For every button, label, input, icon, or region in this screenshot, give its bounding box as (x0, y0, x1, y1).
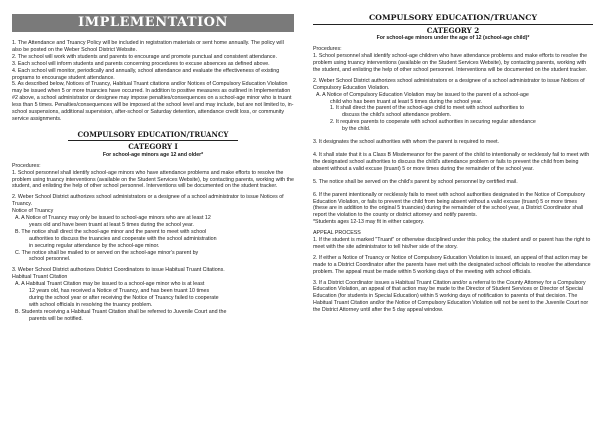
implementation-item-2: 2. The school will work with students and parents to encourage and promote punctual and consistent attendance. (12, 53, 277, 60)
appeal-item-3: 3. If a District Coordinator issues a Habitual Truant Citation and/or a referral to the County Attorney for a Compulsory Education Violation, an appeal of that action may be made to the Director of Student Services or Director of Special Education (for students in Special Education) within 5 working days of notification to parents of that decision. The Habitual Truant Citation and/or the Notice of Compulsory Education Violation will not be sent to the Juvenile Court nor the District Attorney until after the 5 day appeal window. (313, 279, 589, 314)
implementation-item-4: 4. Each school will monitor, periodically and annually, school attendance and evaluate the effectiveness of existing programs to encourage student attendance. (12, 67, 280, 81)
notice-item-b-cont2: in securing regular attendance by the school-age minor. (29, 242, 160, 249)
habitual-item-a-cont: 12 years old, has received a Notice of Truancy, and has been truant 10 times (29, 288, 210, 295)
cat2-item-a-cont: child who has been truant at least 5 times during the school year. (330, 98, 483, 105)
notice-item-c-cont: school personnel. (29, 256, 71, 263)
cat2-procedure-5: 5. The notice shall be served on the child's parent by school personnel by certified mail. (313, 178, 518, 185)
procedures-label-2: Procedures: (313, 46, 342, 53)
category-1-subtitle: For school-age minors age 12 and older* (102, 151, 204, 158)
cat2-item-a2: 2. It requires parents to cooperate with school authorities in securing regular attendance (330, 119, 536, 126)
category-2-title: COMPULSORY EDUCATION/TRUANCY (368, 13, 538, 22)
category-2-subtitle: For school-age minors under the age of 12 (school-age child)* (376, 35, 530, 42)
habitual-item-a: A. A Habitual Truant Citation may be issued to a school-age minor who is at least (15, 281, 205, 288)
students-note: *Students ages 12-13 may fit in either category. (313, 219, 425, 226)
left-column (12, 14, 294, 323)
category-2-label: CATEGORY 2 (426, 25, 480, 35)
habitual-item-a-cont3: with school officials in resolving the truancy problem. (29, 301, 153, 308)
appeal-item-2: 2. If either a Notice of Truancy or Notice of Compulsory Education Violation is issued, an appeal of that action may be made to a District Coordinator after the parents have met with the designated school officials to resolve the attendance problem. The appeal must be made within 5 working days of the meeting with school officials. (313, 254, 591, 275)
habitual-item-a-cont2: during the school year or after receiving the Notice of Truancy failed to cooperate (29, 295, 219, 301)
cat2-procedure-3: 3. It designates the school authorities with whom the parent is required to meet. (313, 139, 500, 146)
notice-item-b-cont: authorities to discuss the truancies and cooperate with the school administration (29, 235, 217, 242)
cat2-item-a2-cont: by the child. (342, 126, 371, 133)
cat2-item-a: A. A Notice of Compulsory Education Violation may be issued to the parent of a school-age (316, 91, 529, 98)
cat2-procedure-6: 6. If the parent intentionally or recklessly fails to meet with school authorities designated in the Notice of Compulsory Education Violation, or fails to prevent the child from being absent without a valid excuse (truant) 5 or more times (these are in addition to the original 5 truancies) during the remainder of the school year, a District Coordinator shall report the violation to the county or district attorney and notify parents. (313, 191, 586, 219)
habitual-item-b-cont: parents will be notified. (29, 315, 83, 322)
cat2-procedure-2: 2. Weber School District authorizes school administrators or a designee of a school administrator to issue Notices of Compulsory Education Violation. (313, 77, 585, 91)
habitual-item-b: B. Students receiving a Habitual Truant Citation shall be referred to Juvenile Court and the (15, 308, 227, 315)
habitual-truant-label: Habitual Truant Citation (12, 274, 68, 281)
cat2-item-a1-cont: discuss the child's school attendance problem. (342, 112, 452, 119)
appeal-item-1: 1. If the student is marked "Truant" or otherwise disciplined under this policy, the student and/ or parent has the right to meet with the site administrator to tell his/her side of the story. (313, 237, 591, 250)
cat2-procedure-1: 1. School personnel shall identify school-age children who have attendance problems and make efforts to resolve the problem using truancy interventions (available on the Student Services Website), by contacting parents, working with the student, and enlisting the help of other school personnel. Interventions will be documented on the student tracker. (313, 53, 588, 73)
procedures-label: Procedures: (12, 162, 41, 169)
appeal-process-label: APPEAL PROCESS (313, 230, 361, 237)
category-1-label: CATEGORY I (128, 142, 178, 152)
notice-item-a: A. A Notice of Truancy may only be issued to school-age minors who are at least 12 (15, 215, 211, 222)
implementation-item-1: 1. The Attendance and Truancy Policy will be included in registration materials or sent home annually. The policy will also be posted on the Weber School District Website. (12, 40, 284, 53)
implementation-item-3: 3. Each school will inform students and parents concerning procedures to excuse absences as defined above. (12, 60, 270, 67)
procedure-3: 3. Weber School District authorizes District Coordinators to issue Habitual Truant Citations. (12, 267, 225, 274)
category-1-rule (68, 140, 238, 141)
procedure-1: 1. School personnel shall identify school-age minors who have attendance problems and make efforts to resolve the problem using truancy interventions (available on the Student Services Website), by contacting parents, working with the student, and enlisting the help of other school personnel. Interventions will be documented on the student tracker. (12, 169, 294, 190)
implementation-item-5: 5. As described below, Notices of Truancy, Habitual Truant citations and/or Notices of Compulsory Education Violation may be issued when 5 or more truancies have occurred. In addition to positive measures as outlined in Implementation #2 above, a school administrator or designee may impose penalties/consequences on a school-age minor who is truant less than 5 times. Penalties/consequences will be imposed at the school level and may include, but are not limited to, in-school suspensions, additional supervision, after-school or Saturday detention, attendance credit loss, or community service assignments. (12, 81, 294, 122)
category-1-title: COMPULSORY EDUCATION/TRUANCY (77, 129, 229, 139)
procedure-2: 2. Weber School District authorizes school administrators or a designee of a school administrator to issue Notices of Truancy. (12, 194, 284, 208)
category-2-rule (313, 24, 593, 25)
cat2-procedure-4: 4. It shall state that it is a Class B Misdemeanor for the parent of the child to intentionally or recklessly fail to meet with the designated school authorities to discuss the child's attendance problem or fails to prevent the child from being absent without a valid excuse (truant) 5 or more times during the remainder of the school year. (313, 151, 590, 172)
category-2-heading (313, 14, 593, 35)
right-column (313, 14, 593, 314)
implementation-banner: IMPLEMENTATION (12, 14, 294, 32)
notice-item-a-cont: years old and have been truant at least 5 times during the school year. (29, 221, 194, 228)
notice-of-truancy-label: Notice of Truancy (12, 208, 54, 215)
notice-item-c: C. The notice shall be mailed to or served on the school-age minor's parent by (15, 249, 199, 256)
notice-item-b: B. The notice shall direct the school-age minor and the parent to meet with school (15, 228, 207, 235)
cat2-item-a1: 1. It shall direct the parent of the school-age child to meet with school authorities to (330, 105, 525, 112)
category-1-heading (12, 131, 294, 152)
